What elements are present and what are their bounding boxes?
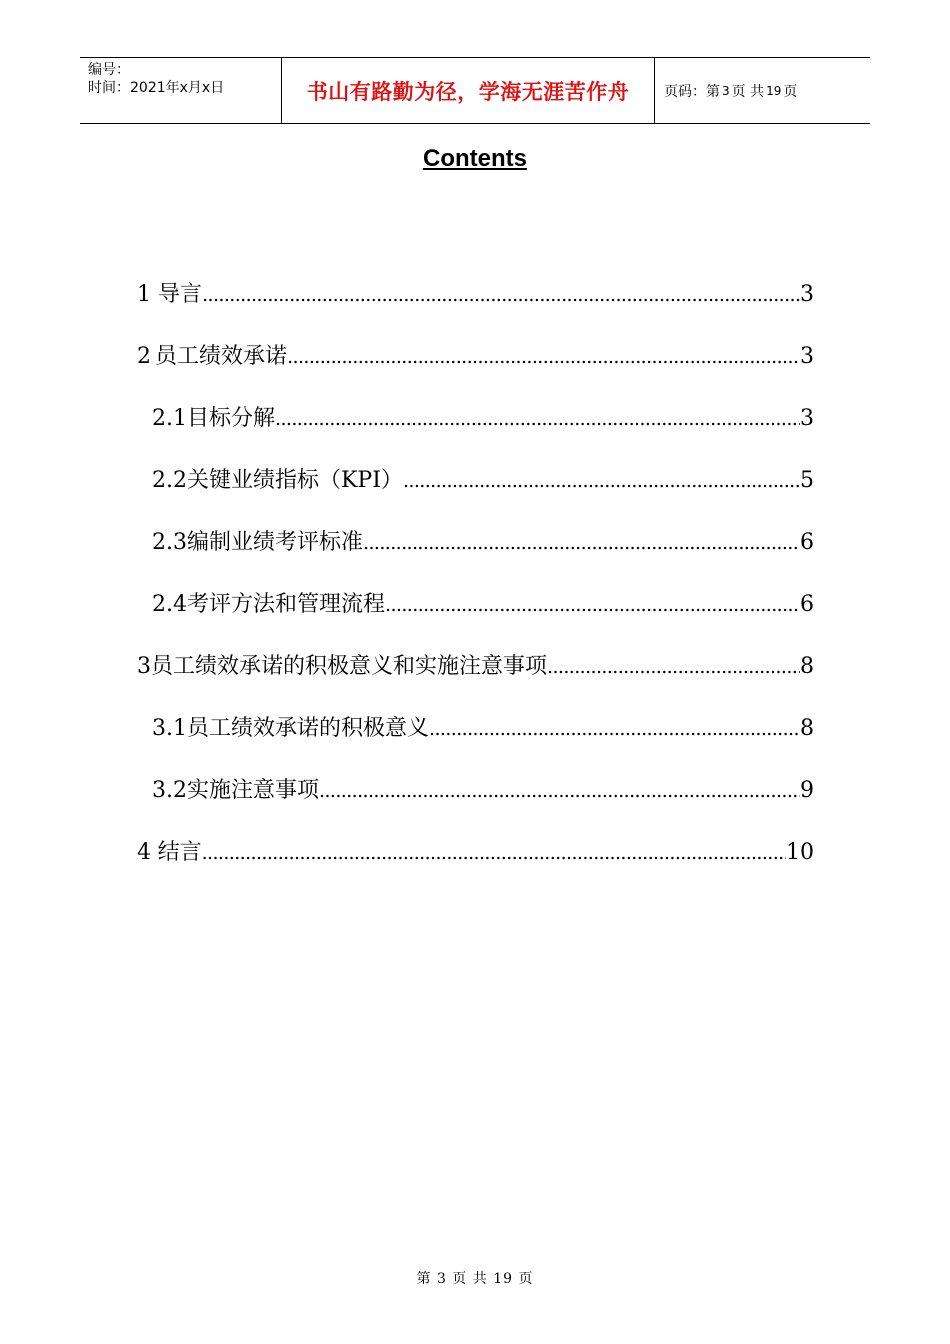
toc-leader [385,594,800,616]
toc-page-number: 6 [800,530,814,555]
toc-title: 编制业绩考评标准 [187,530,364,555]
header-page-info [655,58,870,123]
toc-title: 实施注意事项 [187,778,320,803]
toc-leader [319,780,800,802]
toc-title: 员工绩效承诺的积极意义和实施注意事项 [151,654,548,679]
toc-page-number: 10 [786,840,814,865]
toc-page-number: 3 [800,406,814,431]
toc-page-number: 9 [800,778,814,803]
toc-leader [275,408,800,430]
page-header [80,57,870,124]
toc-number: 3.2 [152,778,187,803]
serial-label: 编号： [88,62,130,78]
toc-title: 目标分解 [187,406,276,431]
toc-entry[interactable] [137,339,814,370]
time-label: 时间：2021年x月x日 [88,80,225,96]
toc-leader [202,284,800,306]
toc-number: 2.2 [152,468,187,493]
page-current: 3 [722,83,730,98]
toc-entry[interactable] [137,649,814,680]
page-title: Contents [423,145,527,172]
toc-entry[interactable] [152,525,814,556]
toc-title: 员工绩效承诺的积极意义 [187,716,430,741]
toc-page-number: 8 [800,716,814,741]
toc-page-number: 6 [800,592,814,617]
toc-entry[interactable] [137,835,814,866]
toc-page-number: 3 [800,282,814,307]
toc-leader [202,842,786,864]
toc-title: 结言 [157,840,202,865]
header-motto-cell [281,58,655,123]
toc-leader [429,718,800,740]
page-total: 19 [766,83,782,98]
toc-leader [403,470,800,492]
toc-page-number: 3 [800,344,814,369]
toc-entry[interactable] [152,587,814,618]
toc-title: 关键业绩指标（KPI） [187,468,403,493]
toc-number: 4 [137,840,151,865]
page-footer: 第 3 页 共 19 页 [416,1271,534,1287]
toc-leader [363,532,800,554]
toc-entry[interactable] [137,277,814,308]
toc-leader [287,346,800,368]
toc-entry[interactable] [152,463,814,494]
header-meta [80,58,281,123]
toc-entry[interactable] [152,773,814,804]
toc-page-number: 8 [800,654,814,679]
page-suffix: 页 [783,83,798,100]
toc-number: 2.3 [152,530,187,555]
page-mid: 页 共 [731,83,765,100]
toc-number: 2 [137,344,151,369]
toc-entry[interactable] [152,401,814,432]
page-prefix: 页码：第 [664,83,720,100]
toc-page-number: 5 [800,468,814,493]
toc-number: 2.1 [152,406,187,431]
toc-title: 考评方法和管理流程 [187,592,386,617]
toc-entry[interactable] [152,711,814,742]
toc-number: 3 [137,654,151,679]
toc-number: 3.1 [152,716,187,741]
toc-title: 员工绩效承诺 [155,344,288,369]
toc-number: 2.4 [152,592,187,617]
header-motto: 书山有路勤为径，学海无涯苦作舟 [306,79,630,104]
toc-number: 1 [137,282,151,307]
toc-title: 导言 [158,282,203,307]
toc-leader [547,656,800,678]
